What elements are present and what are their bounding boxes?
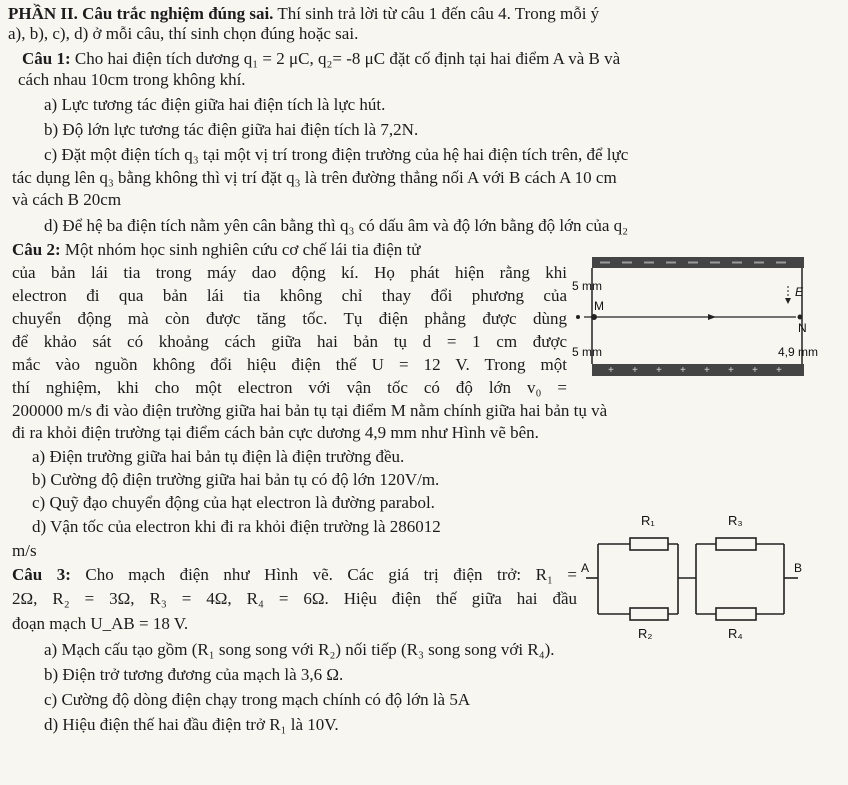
question-2-stem-7: thí nghiệm, khi cho một electron với vận tốc có độ lớn v₀ = [12, 378, 567, 397]
question-2-stem-8: 200000 m/s đi vào điện trường giữa hai bản tụ tại điểm M nằm chính giữa hai bản tụ và [12, 401, 608, 420]
question-3-option-a: a) Mạch cấu tạo gồm (R₁ song song với R₂) nối tiếp (R₃ song song với R₄). [44, 640, 555, 659]
section-instructions-2: a), b), c), d) ở mỗi câu, thí sinh chọn đúng hoặc sai. [8, 24, 359, 43]
question-2-stem-4: chuyển động mà còn được tăng tốc. Tụ điện phẳng được dùng [12, 309, 567, 328]
question-1-option-a: a) Lực tương tác điện giữa hai điện tích là lực hút. [44, 95, 386, 114]
label-B: B [794, 561, 803, 575]
question-2-option-d: d) Vận tốc của electron khi đi ra khỏi điện trường là 286012 [32, 517, 441, 536]
question-2-option-c: c) Quỹ đạo chuyển động của hạt electron là đường parabol. [32, 493, 435, 512]
label-E: E [795, 285, 804, 299]
question-3-option-c: c) Cường độ dòng điện chạy trong mạch chính có độ lớn là 5A [44, 690, 471, 709]
resistor-R2 [630, 608, 668, 620]
question-2-stem-2: của bản lái tia trong máy dao động kí. Họ phát hiện rằng khi [12, 263, 567, 282]
svg-text:+: + [656, 365, 662, 376]
question-2-stem-9: đi ra khỏi điện trường tại điểm cách bản cực dương 4,9 mm như Hình vẽ bên. [12, 423, 539, 442]
point-M [591, 314, 597, 320]
label-R2: R₂ [638, 626, 653, 641]
resistor-R1 [630, 538, 668, 550]
question-2-stem-5: để khảo sát có khoảng cách giữa hai bản tụ d = 1 cm được [12, 332, 567, 351]
svg-text:+: + [776, 365, 782, 376]
question-2-label: Câu 2: [12, 240, 61, 259]
svg-text:+: + [728, 365, 734, 376]
question-1-option-b: b) Độ lớn lực tương tác điện giữa hai điện tích là 7,2N. [44, 120, 419, 139]
svg-text:+: + [608, 365, 614, 376]
svg-text:+: + [752, 365, 758, 376]
svg-text:+: + [704, 365, 710, 376]
label-A: A [581, 561, 590, 575]
question-2-stem: Câu 2: Một nhóm học sinh nghiên cứu cơ chế lái tia điện tử [12, 240, 421, 259]
question-3-stem-3: đoạn mạch U_AB = 18 V. [12, 614, 189, 633]
label-5mm-bottom: 5 mm [572, 345, 602, 359]
label-M: M [594, 299, 604, 313]
section-title: PHẦN II. Câu trắc nghiệm đúng sai. [8, 4, 274, 23]
circuit-figure [578, 510, 808, 645]
label-R4: R₄ [728, 626, 743, 641]
bottom-plate [592, 364, 804, 376]
question-1-stem-2: cách nhau 10cm trong không khí. [18, 70, 246, 89]
capacitor-figure [570, 252, 832, 400]
question-3-label: Câu 3: [12, 565, 71, 584]
svg-text:+: + [632, 365, 638, 376]
label-4-9mm: 4,9 mm [778, 345, 819, 359]
section-instructions: Thí sinh trả lời từ câu 1 đến câu 4. Trong mỗi ý [273, 4, 600, 23]
question-3-option-b: b) Điện trở tương đương của mạch là 3,6 Ω. [44, 665, 344, 684]
question-2-stem-6: mắc vào nguồn không đổi hiệu điện thế U = 12 V. Trong một [12, 355, 567, 374]
label-R1: R₁ [641, 513, 655, 528]
label-R3: R₃ [728, 513, 743, 528]
question-3-stem-2: 2Ω, R₂ = 3Ω, R₃ = 4Ω, R₄ = 6Ω. Hiệu điện thế giữa hai đầu [12, 589, 577, 608]
question-2-stem-3: electron đi qua bản lái tia không chỉ thay đổi phương của [12, 286, 567, 305]
point-N [798, 315, 803, 320]
question-3-option-d: d) Hiệu điện thế hai đầu điện trở R₁ là 10V. [44, 715, 339, 734]
svg-text:+: + [680, 365, 686, 376]
question-1-stem: Câu 1: Cho hai điện tích dương q₁ = 2 μC, q₂= -8 μC đặt cố định tại hai điểm A và B và [22, 49, 621, 68]
question-2-option-a: a) Điện trường giữa hai bản tụ điện là điện trường đều. [32, 447, 405, 466]
label-5mm-top: 5 mm [572, 279, 602, 293]
question-1-option-c: c) Đặt một điện tích q₃ tại một vị trí trong điện trường của hệ hai điện tích trên, để lực [44, 145, 629, 164]
question-2-option-b: b) Cường độ điện trường giữa hai bản tụ có độ lớn 120V/m. [32, 470, 440, 489]
question-1-label: Câu 1: [22, 49, 71, 68]
resistor-R4 [716, 608, 756, 620]
resistor-R3 [716, 538, 756, 550]
question-1-option-d: d) Để hệ ba điện tích nằm yên cân bằng thì q₃ có dấu âm và độ lớn bằng độ lớn của q₂ [44, 216, 629, 235]
question-3-stem: Câu 3: Cho mạch điện như Hình vẽ. Các giá trị điện trở: R₁ = [12, 565, 577, 584]
question-1-option-c-3: và cách B 20cm [12, 190, 122, 209]
question-1-option-c-2: tác dụng lên q₃ bằng không thì vị trí đặt q₃ là trên đường thẳng nối A với B cách A 10 cm [12, 168, 617, 187]
label-N: N [798, 321, 807, 335]
section-heading [8, 4, 838, 24]
question-2-option-d-2: m/s [12, 541, 37, 560]
